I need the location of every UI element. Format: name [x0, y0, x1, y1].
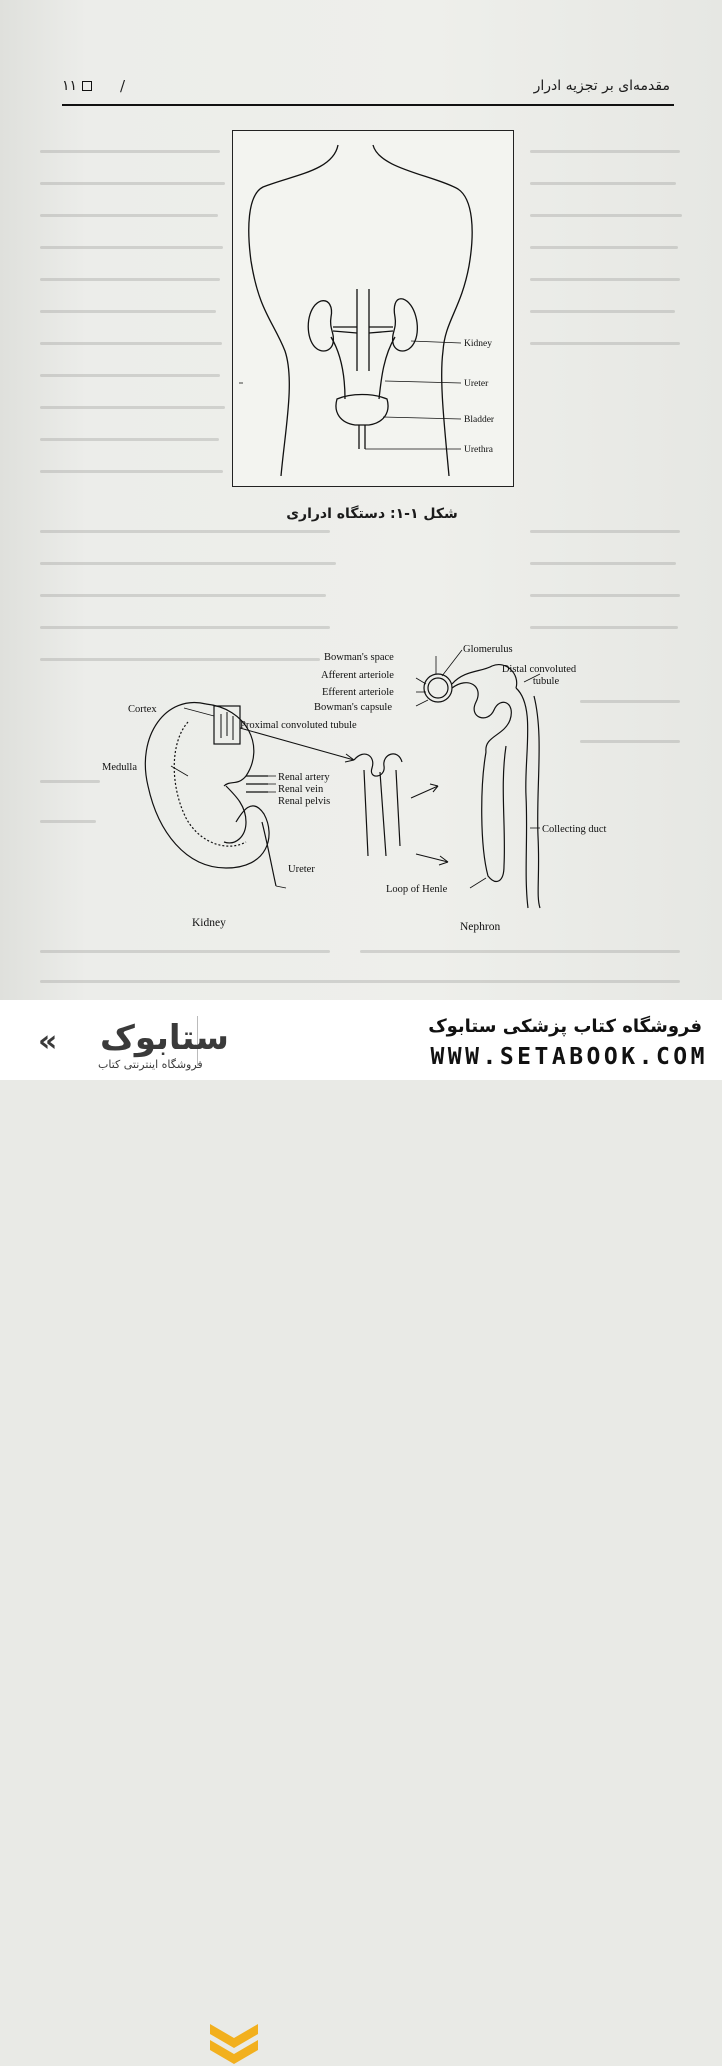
- caption-nephron: Nephron: [460, 921, 501, 933]
- label-glomerulus: Glomerulus: [463, 644, 513, 655]
- figure-kidney-nephron: [96, 636, 607, 936]
- renal-vessel-stubs: [246, 776, 268, 792]
- small-loops: [364, 770, 400, 856]
- header-page-number: [62, 78, 96, 94]
- glomerulus: [428, 678, 448, 698]
- label-ureter: Ureter: [464, 379, 489, 389]
- label-bladder: Bladder: [464, 415, 495, 425]
- figure1-caption: شکل ۱-۱: دستگاه ادراری: [286, 506, 458, 522]
- page-number: ۱۱: [62, 78, 78, 94]
- logo-wordmark: ستابوک: [100, 1018, 229, 1058]
- store-name: فروشگاه کتاب پزشکی ستابوک: [428, 1016, 702, 1037]
- left-ureter: [331, 337, 345, 399]
- aorta-vena-cava: [357, 289, 369, 371]
- kidney-nephron-illustration: [96, 636, 607, 936]
- loop-of-henle: [482, 746, 506, 881]
- label-renal-artery: Renal artery: [278, 772, 330, 783]
- store-url[interactable]: WWW.SETABOOK.COM: [430, 1044, 708, 1070]
- label-ureter-kidney: Ureter: [288, 864, 315, 875]
- logo-subtitle: فروشگاه اینترنتی کتاب: [98, 1058, 203, 1071]
- label-collecting-duct: Collecting duct: [542, 824, 607, 835]
- label-renal-pelvis: Renal pelvis: [278, 796, 331, 807]
- renal-vessels: [333, 327, 393, 333]
- figure-urinary-system: [232, 130, 514, 487]
- caption-kidney: Kidney: [192, 917, 226, 929]
- urinary-system-illustration: [233, 131, 513, 486]
- bladder: [336, 395, 388, 426]
- label-afferent-arteriole: Afferent arteriole: [321, 670, 394, 681]
- header-rule: [62, 104, 674, 106]
- torso-right-outline: [373, 145, 472, 476]
- torso-left-outline: [249, 145, 338, 476]
- collecting-duct: [516, 688, 540, 908]
- proximal-tubule-small: [354, 754, 402, 776]
- label-efferent-arteriole: Efferent arteriole: [322, 687, 394, 698]
- label-bowmans-capsule: Bowman's capsule: [314, 702, 393, 713]
- urethra: [359, 425, 365, 449]
- proximal-tubule-upper: [452, 683, 511, 752]
- header-title: مقدمه‌ای بر تجزیه ادرار: [533, 78, 670, 94]
- left-kidney: [308, 301, 333, 351]
- setabook-logo-icon: [206, 2018, 262, 2066]
- label-bowmans-space: Bowman's space: [324, 652, 394, 663]
- right-ureter: [379, 337, 395, 399]
- chevron-left-icon: «: [38, 1024, 58, 1059]
- kidney-cortex-boundary: [174, 722, 246, 846]
- book-page: [0, 0, 722, 1000]
- header-separator: /: [120, 77, 126, 95]
- label-urethra: Urethra: [464, 445, 494, 455]
- label-distal-convoluted: Distal convoluted: [501, 664, 577, 675]
- label-proximal-convoluted-tubule: Proximal convoluted tubule: [240, 720, 357, 731]
- label-renal-vein: Renal vein: [278, 784, 324, 795]
- running-header: [62, 76, 674, 104]
- page-marker-icon: [82, 81, 92, 91]
- renal-pelvis-shape: [224, 786, 246, 843]
- label-medulla: Medulla: [102, 762, 137, 773]
- kidney-inset-detail: [221, 712, 233, 740]
- label-kidney: Kidney: [464, 339, 492, 349]
- label-cortex: Cortex: [128, 704, 157, 715]
- label-loop-of-henle: Loop of Henle: [386, 884, 448, 895]
- right-kidney: [393, 299, 418, 351]
- kidney-upper-outline: [206, 704, 254, 786]
- label-tubule: tubule: [532, 676, 560, 687]
